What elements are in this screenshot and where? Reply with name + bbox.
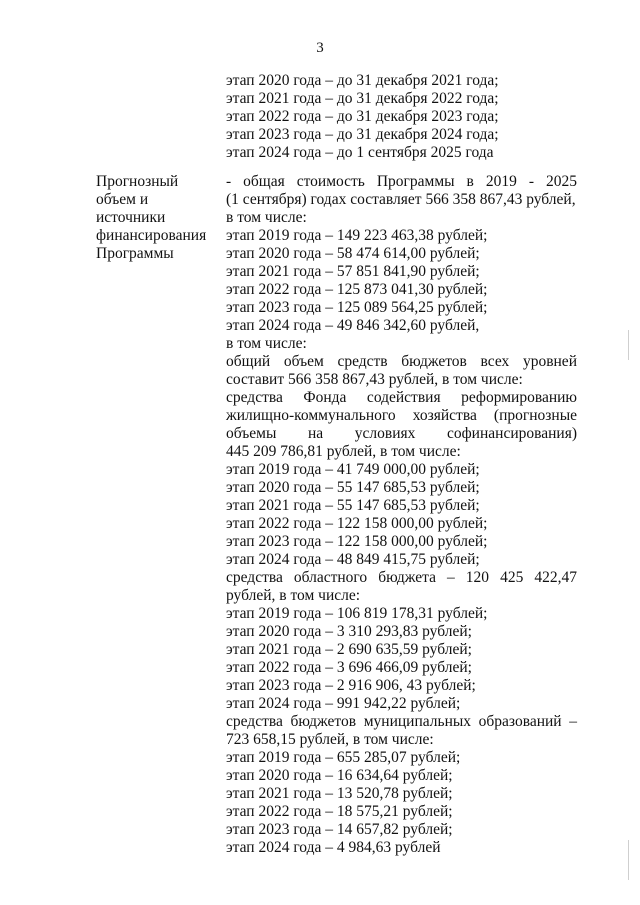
deadline-line: этап 2024 года – до 1 сентября 2025 года xyxy=(226,144,494,161)
funding-text-line: этап 2019 года – 106 819 178,31 рублей; xyxy=(226,605,488,622)
funding-text-line: этап 2021 года – 55 147 685,53 рублей; xyxy=(226,497,480,514)
funding-text-line: этап 2020 года – 55 147 685,53 рублей; xyxy=(226,479,480,496)
funding-text-line: этап 2021 года – 13 520,78 рублей; xyxy=(226,785,453,802)
deadline-line: этап 2023 года – до 31 декабря 2024 года; xyxy=(226,126,499,143)
page-number: 3 xyxy=(316,40,324,56)
funding-text-line: в том числе: xyxy=(226,209,307,226)
funding-text-line: этап 2022 года – 125 873 041,30 рублей; xyxy=(226,281,488,298)
funding-text-line: этап 2024 года – 4 984,63 рублей xyxy=(226,839,441,856)
funding-text-line: жилищно-коммунального хозяйства (прогнозные xyxy=(226,407,577,424)
funding-text-line: этап 2019 года – 149 223 463,38 рублей; xyxy=(226,227,488,244)
funding-text-line: этап 2024 года – 49 846 342,60 рублей, xyxy=(226,317,480,334)
funding-text-line: этап 2022 года – 18 575,21 рублей; xyxy=(226,803,453,820)
funding-text-line: этап 2023 года – 125 089 564,25 рублей; xyxy=(226,299,488,316)
funding-text-line: этап 2024 года – 991 942,22 рублей; xyxy=(226,695,461,712)
funding-text-line: этап 2022 года – 122 158 000,00 рублей; xyxy=(226,515,488,532)
funding-label-line: источники xyxy=(96,209,166,226)
funding-label-line: Прогнозный xyxy=(96,173,179,190)
funding-text-line: этап 2021 года – 57 851 841,90 рублей; xyxy=(226,263,480,280)
funding-text-line: (1 сентября) годах составляет 566 358 867,43 рублей, xyxy=(226,191,576,208)
deadline-line: этап 2022 года – до 31 декабря 2023 года; xyxy=(226,108,499,125)
funding-text-line: этап 2023 года – 122 158 000,00 рублей; xyxy=(226,533,488,550)
funding-label-line: объем и xyxy=(96,191,149,208)
deadline-line: этап 2020 года – до 31 декабря 2021 года; xyxy=(226,72,499,89)
funding-text-line: средства областного бюджета – 120 425 422,47 xyxy=(226,569,577,586)
funding-text-line: 723 658,15 рублей, в том числе: xyxy=(226,731,434,748)
funding-text-line: этап 2023 года – 2 916 906, 43 рублей; xyxy=(226,677,476,694)
funding-text-line: этап 2022 года – 3 696 466,09 рублей; xyxy=(226,659,472,676)
funding-label-line: Программы xyxy=(96,245,174,262)
funding-text-line: общий объем средств бюджетов всех уровней xyxy=(226,353,577,370)
funding-text-line: средства Фонда содействия реформированию xyxy=(226,389,577,406)
funding-text-line: рублей, в том числе: xyxy=(226,587,361,604)
funding-text-line: составит 566 358 867,43 рублей, в том числе: xyxy=(226,371,523,388)
funding-text-line: этап 2020 года – 58 474 614,00 рублей; xyxy=(226,245,480,262)
funding-text-line: этап 2019 года – 41 749 000,00 рублей; xyxy=(226,461,480,478)
funding-text-line: этап 2024 года – 48 849 415,75 рублей; xyxy=(226,551,480,568)
funding-text-line: этап 2019 года – 655 285,07 рублей; xyxy=(226,749,461,766)
funding-text-line: объемы на условиях софинансирования) xyxy=(226,425,577,442)
funding-text-line: 445 209 786,81 рублей, в том числе: xyxy=(226,443,461,460)
funding-text-line: этап 2020 года – 16 634,64 рублей; xyxy=(226,767,453,784)
funding-text-line: - общая стоимость Программы в 2019 - 2025 xyxy=(226,173,577,190)
funding-text-line: этап 2020 года – 3 310 293,83 рублей; xyxy=(226,623,472,640)
scan-margin-mark xyxy=(628,330,629,360)
funding-label-line: финансирования xyxy=(96,227,207,244)
funding-text-line: этап 2021 года – 2 690 635,59 рублей; xyxy=(226,641,472,658)
funding-text-line: в том числе: xyxy=(226,335,307,352)
funding-text-line: средства бюджетов муниципальных образований – xyxy=(226,713,577,730)
deadline-line: этап 2021 года – до 31 декабря 2022 года; xyxy=(226,90,499,107)
scan-margin-mark xyxy=(628,840,629,880)
funding-text-line: этап 2023 года – 14 657,82 рублей; xyxy=(226,821,453,838)
